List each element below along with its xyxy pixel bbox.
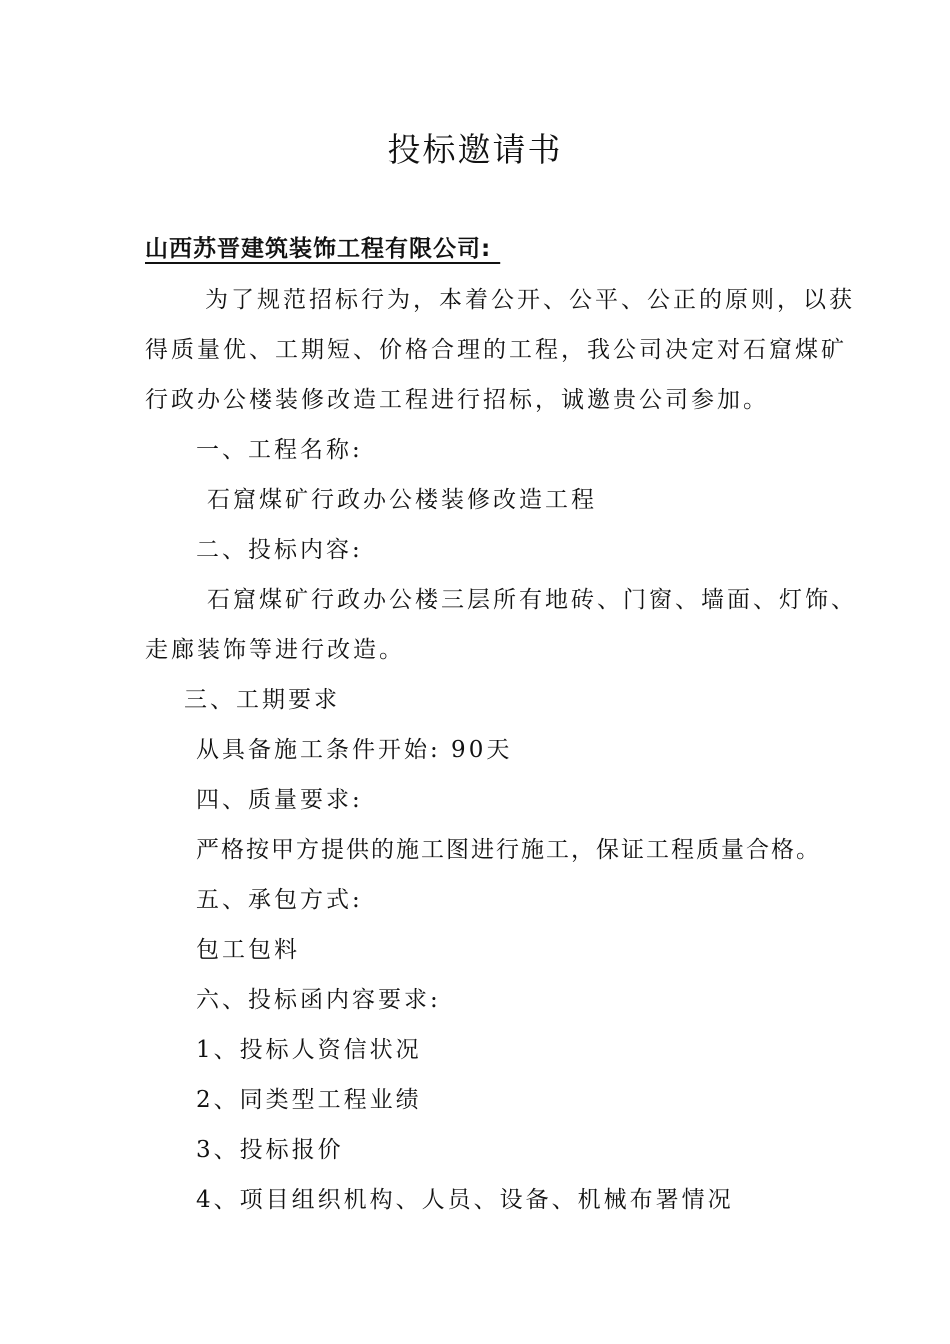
- section-2-body-line-2: 走廊装饰等进行改造。: [145, 637, 405, 663]
- section-1-heading: 一、工程名称:: [196, 437, 363, 463]
- section-6-item-4: 4、项目组织机构、人员、设备、机械布署情况: [196, 1187, 734, 1213]
- intro-line-2: 得质量优、工期短、价格合理的工程，我公司决定对石窟煤矿: [145, 337, 847, 363]
- section-4-body: 严格按甲方提供的施工图进行施工，保证工程质量合格。: [196, 837, 821, 863]
- section-2-heading: 二、投标内容:: [196, 537, 363, 563]
- section-6-item-3: 3、投标报价: [196, 1137, 344, 1163]
- section-5-heading: 五、承包方式:: [196, 887, 363, 913]
- section-6-item-2: 2、同类型工程业绩: [196, 1087, 422, 1113]
- addressee-line: 山西苏晋建筑装饰工程有限公司:: [145, 236, 501, 262]
- intro-line-3: 行政办公楼装修改造工程进行招标，诚邀贵公司参加。: [145, 387, 769, 413]
- section-6-heading: 六、投标函内容要求:: [196, 987, 441, 1013]
- document-title: 投标邀请书: [387, 130, 563, 169]
- section-3-body: 从具备施工条件开始: 90天: [196, 737, 513, 763]
- section-3-heading: 三、工期要求: [184, 687, 340, 713]
- section-6-item-1: 1、投标人资信状况: [196, 1037, 422, 1063]
- section-5-body: 包工包料: [196, 937, 300, 963]
- section-1-body: 石窟煤矿行政办公楼装修改造工程: [207, 487, 597, 513]
- section-4-heading: 四、质量要求:: [196, 787, 363, 813]
- intro-line-1: 为了规范招标行为，本着公开、公平、公正的原则，以获: [205, 287, 855, 313]
- section-2-body-line-1: 石窟煤矿行政办公楼三层所有地砖、门窗、墙面、灯饰、: [207, 587, 857, 613]
